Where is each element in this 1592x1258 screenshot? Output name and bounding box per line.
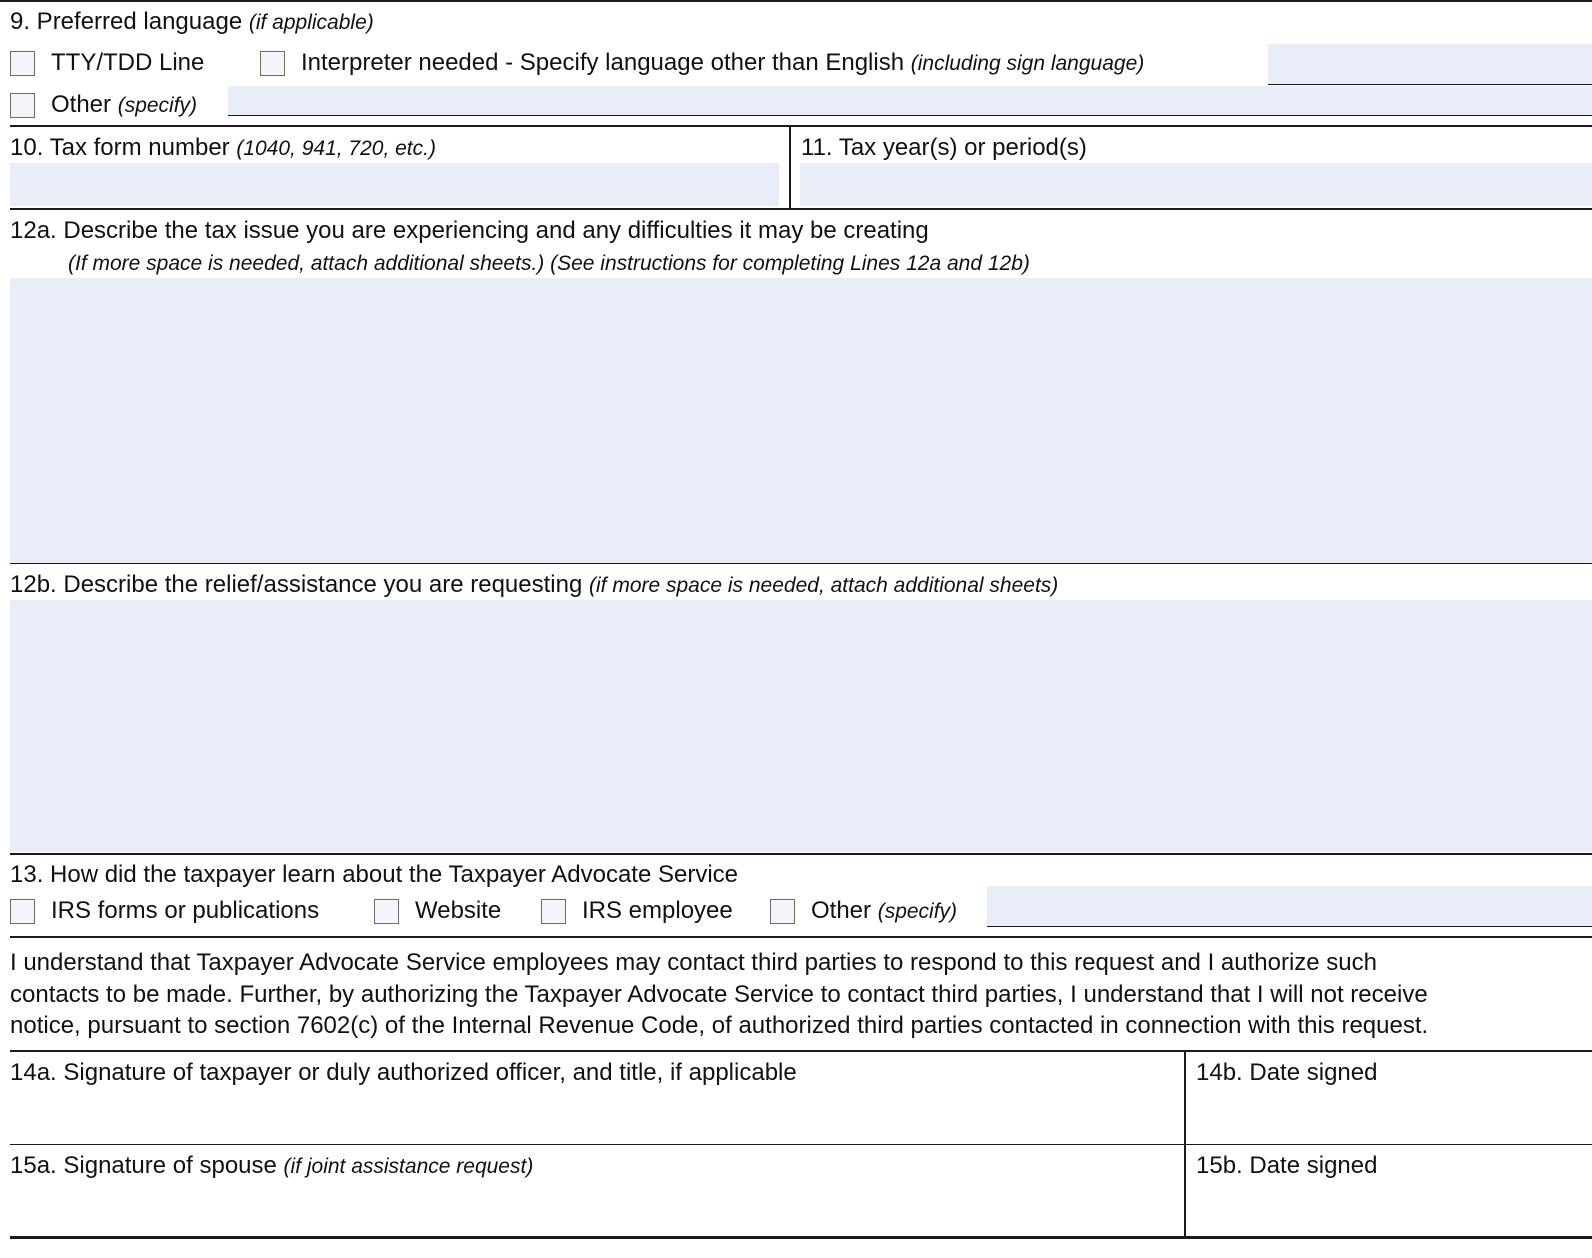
q10-note: (1040, 941, 720, etc.) [236, 137, 436, 160]
irs-forms-checkbox[interactable] [10, 899, 35, 924]
q15a-note: (if joint assistance request) [283, 1155, 534, 1178]
tax-form-number-field[interactable] [10, 163, 779, 206]
q13-other-text [811, 897, 957, 926]
rule-14-15 [10, 1144, 1592, 1145]
q12a-label: 12a. Describe the tax issue you are experiencing and any difficulties it may be creating [10, 217, 929, 244]
q9-other-label: Other [51, 91, 112, 118]
consent-line-1: I understand that Taxpayer Advocate Service employees may contact third parties to respond to this request and I authorize such [10, 949, 1378, 976]
q9-other-checkbox[interactable] [10, 93, 35, 118]
q13-other-field-underline [987, 926, 1592, 927]
taxpayer-date-field[interactable] [1190, 1090, 1590, 1142]
spouse-signature-field[interactable] [10, 1184, 1180, 1234]
rule-12b-13 [10, 853, 1592, 855]
q12a-note: (If more space is needed, attach additional sheets.) (See instructions for completing Lines 12a and 12b) [68, 252, 1030, 275]
q9-other-specify-field[interactable] [228, 86, 1592, 115]
q13-other-label: Other [811, 897, 872, 924]
rule-10-12a [10, 208, 1592, 210]
interpreter-checkbox[interactable] [260, 51, 285, 76]
interpreter-text [301, 49, 1144, 78]
website-checkbox[interactable] [374, 899, 399, 924]
rule-13-consent [10, 936, 1592, 938]
rule-12a-12b [10, 563, 1592, 564]
q12b-label: 12b. Describe the relief/assistance you are requesting [10, 571, 583, 598]
irs-employee-checkbox[interactable] [541, 899, 566, 924]
interpreter-field-underline [1268, 84, 1592, 85]
q15b-label: 15b. Date signed [1196, 1152, 1378, 1179]
q12b-heading [10, 571, 1058, 600]
interpreter-note: (including sign language) [910, 52, 1145, 75]
website-label: Website [415, 897, 502, 924]
q10-heading [10, 134, 436, 163]
consent-line-2: contacts to be made. Further, by authorizing the Taxpayer Advocate Service to contact third parties, I understand that I will not receive [10, 980, 1428, 1008]
q9-note: (if applicable) [248, 11, 374, 34]
relief-request-field[interactable] [10, 600, 1592, 852]
q13-other-checkbox[interactable] [770, 899, 795, 924]
rule-14-divider [1184, 1050, 1186, 1146]
q9-other-text [51, 91, 197, 120]
q13-other-note: (specify) [877, 900, 958, 923]
q15a-label: 15a. Signature of spouse [10, 1152, 277, 1179]
tty-checkbox[interactable] [10, 51, 35, 76]
q15a-heading [10, 1152, 533, 1181]
top-rule [0, 0, 1592, 2]
q10-label: 10. Tax form number [10, 134, 230, 161]
rule-consent-14 [10, 1050, 1592, 1052]
q14b-label: 14b. Date signed [1196, 1059, 1378, 1086]
consent-statement [10, 947, 1585, 1042]
interpreter-label: Interpreter needed - Specify language other than English [301, 49, 905, 76]
rule-10-11-divider [789, 125, 791, 210]
consent-line-3: notice, pursuant to section 7602(c) of the Internal Revenue Code, of authorized third parties contacted in connection with this request. [10, 1012, 1429, 1039]
tty-label: TTY/TDD Line [51, 49, 205, 76]
q9-other-field-underline [228, 115, 1592, 116]
q11-label: 11. Tax year(s) or period(s) [801, 134, 1087, 161]
irs-forms-label: IRS forms or publications [51, 897, 320, 924]
spouse-date-field[interactable] [1190, 1184, 1590, 1234]
q9-heading [10, 8, 374, 37]
taxpayer-signature-field[interactable] [10, 1090, 1180, 1142]
irs-employee-label: IRS employee [582, 897, 733, 924]
q13-label: 13. How did the taxpayer learn about the Taxpayer Advocate Service [10, 861, 739, 888]
q9-other-note: (specify) [117, 94, 198, 117]
interpreter-language-field[interactable] [1268, 44, 1592, 84]
q12b-note: (if more space is needed, attach additional sheets) [589, 574, 1059, 597]
tax-issue-description-field[interactable] [10, 278, 1592, 563]
bottom-rule [10, 1236, 1592, 1239]
q9-label: 9. Preferred language [10, 8, 243, 35]
rule-9-10 [10, 125, 1592, 127]
q13-other-specify-field[interactable] [987, 886, 1592, 926]
rule-15-divider [1184, 1144, 1186, 1236]
q14a-label: 14a. Signature of taxpayer or duly authorized officer, and title, if applicable [10, 1059, 797, 1086]
tax-year-field[interactable] [800, 163, 1592, 206]
